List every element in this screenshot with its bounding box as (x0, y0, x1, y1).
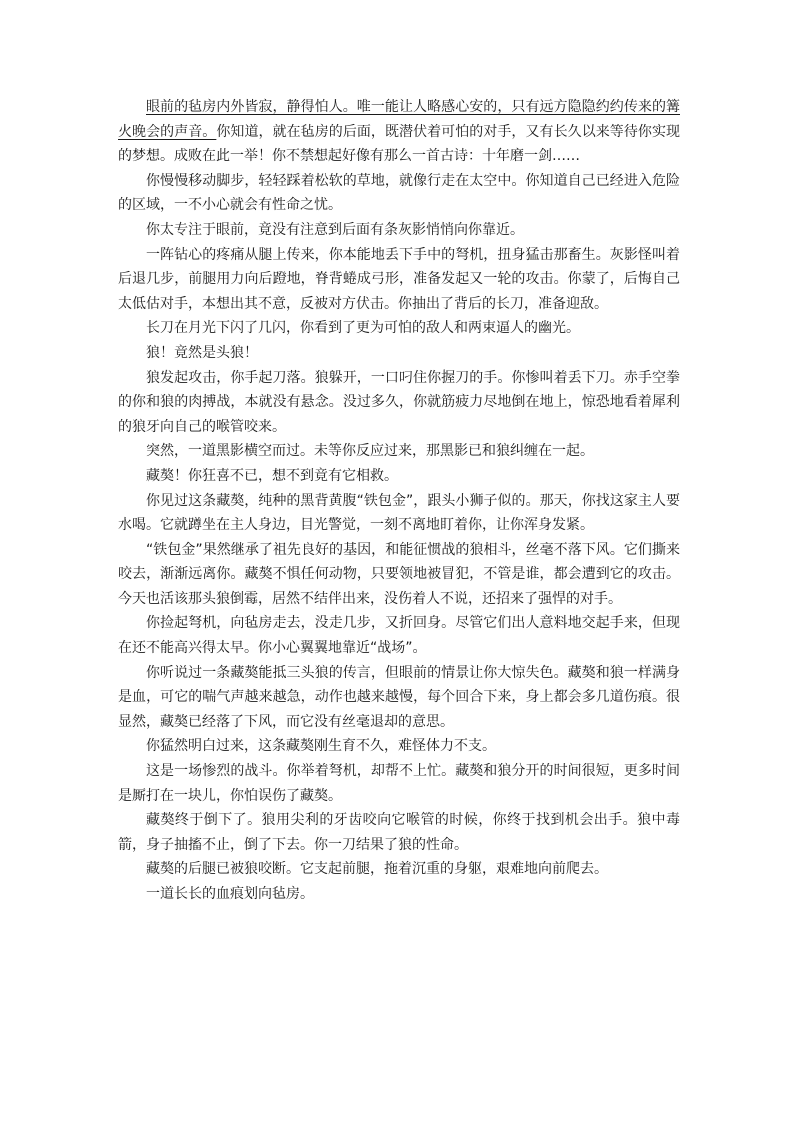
paragraph-9: 藏獒！你狂喜不已，想不到竟有它相救。 (146, 467, 398, 484)
paragraph-11: “铁包金”果然继承了祖先良好的基因，和能征惯战的狼相斗，丝毫不落下风。它们撕来咬去，渐渐远离你。藏獒不惧任何动物，只要领地被冒犯，不管是谁，都会遭到它的攻击。今天也活该那头狼倒霉，居然不结伴出来，没伤着人不说，还招来了强悍的对手。 (118, 541, 680, 607)
paragraph-12: 你捡起弩机，向毡房走去，没走几步，又折回身。尽管它们出人意料地交起手来，但现在还不能高兴得太早。你小心翼翼地靠近“战场”。 (118, 615, 680, 657)
paragraph-14: 你猛然明白过来，这条藏獒刚生育不久，难怪体力不支。 (146, 738, 496, 755)
paragraph-1 (118, 95, 680, 169)
paragraph-18: 一道长长的血痕划向毡房。 (146, 886, 314, 902)
paragraph-1-rest: 你知道，就在毡房的后面，既潜伏着可怕的对手，又有长久以来等待你实现的梦想。成败在此一举！你不禁想起好像有那么一首古诗：十年磨一剑…… (118, 123, 680, 165)
paragraph-17: 藏獒的后腿已被狼咬断。它支起前腿，拖着沉重的身躯，艰难地向前爬去。 (146, 861, 608, 878)
paragraph-7: 狼发起攻击，你手起刀落。狼躲开，一口叼住你握刀的手。你惨叫着丢下刀。赤手空拳的你和狼的肉搏战，本就没有悬念。没过多久，你就筋疲力尽地倒在地上，惊恐地看着犀利的狼牙向自己的喉管咬来。 (118, 369, 680, 435)
paragraph-16: 藏獒终于倒下了。狼用尖利的牙齿咬向它喉管的时候，你终于找到机会出手。狼中毒箭，身子抽搐不止，倒了下去。你一刀结果了狼的性命。 (118, 812, 680, 853)
paragraph-6: 狼！竟然是头狼！ (146, 344, 258, 361)
paragraph-13: 你听说过一条藏獒能抵三头狼的传言，但眼前的情景让你大惊失色。藏獒和狼一样满身是血，可它的喘气声越来越急，动作也越来越慢，每个回合下来，身上都会多几道伤痕。很显然，藏獒已经落了下风，而它没有丝毫退却的意思。 (118, 664, 680, 730)
paragraph-4: 一阵钻心的疼痛从腿上传来，你本能地丢下手中的弩机，扭身猛击那畜生。灰影怪叫着后退几步，前腿用力向后蹬地，脊背蜷成弓形，准备发起又一轮的攻击。你蒙了，后悔自己太低估对手，本想出其不意，反被对方伏击。你抽出了背后的长刀，准备迎敌。 (118, 246, 680, 312)
underlined-sentence: 眼前的毡房内外皆寂，静得怕人。唯一能让人略感心安的，只有远方隐隐约约传来的篝火晚会的声音。 (118, 99, 680, 140)
paragraph-2: 你慢慢移动脚步，轻轻踩着松软的草地，就像行走在太空中。你知道自己已经进入危险的区域，一不小心就会有性命之忧。 (118, 172, 680, 214)
paragraph-8: 突然，一道黑影横空而过。未等你反应过来，那黑影已和狼纠缠在一起。 (146, 443, 594, 460)
paragraph-5: 长刀在月光下闪了几闪，你看到了更为可怕的敌人和两束逼人的幽光。 (146, 320, 580, 337)
paragraph-15: 这是一场惨烈的战斗。你举着弩机，却帮不上忙。藏獒和狼分开的时间很短，更多时间是厮打在一块儿，你怕误伤了藏獒。 (118, 763, 680, 804)
paragraph-3: 你太专注于眼前，竟没有注意到后面有条灰影悄悄向你靠近。 (146, 221, 524, 238)
story-body (118, 95, 680, 907)
paragraph-10: 你见过这条藏獒，纯种的黑背黄腹“铁包金”，跟头小狮子似的。那天，你找这家主人要水喝。它就蹲坐在主人身边，目光警觉，一刻不离地盯着你，让你浑身发紧。 (118, 492, 680, 534)
